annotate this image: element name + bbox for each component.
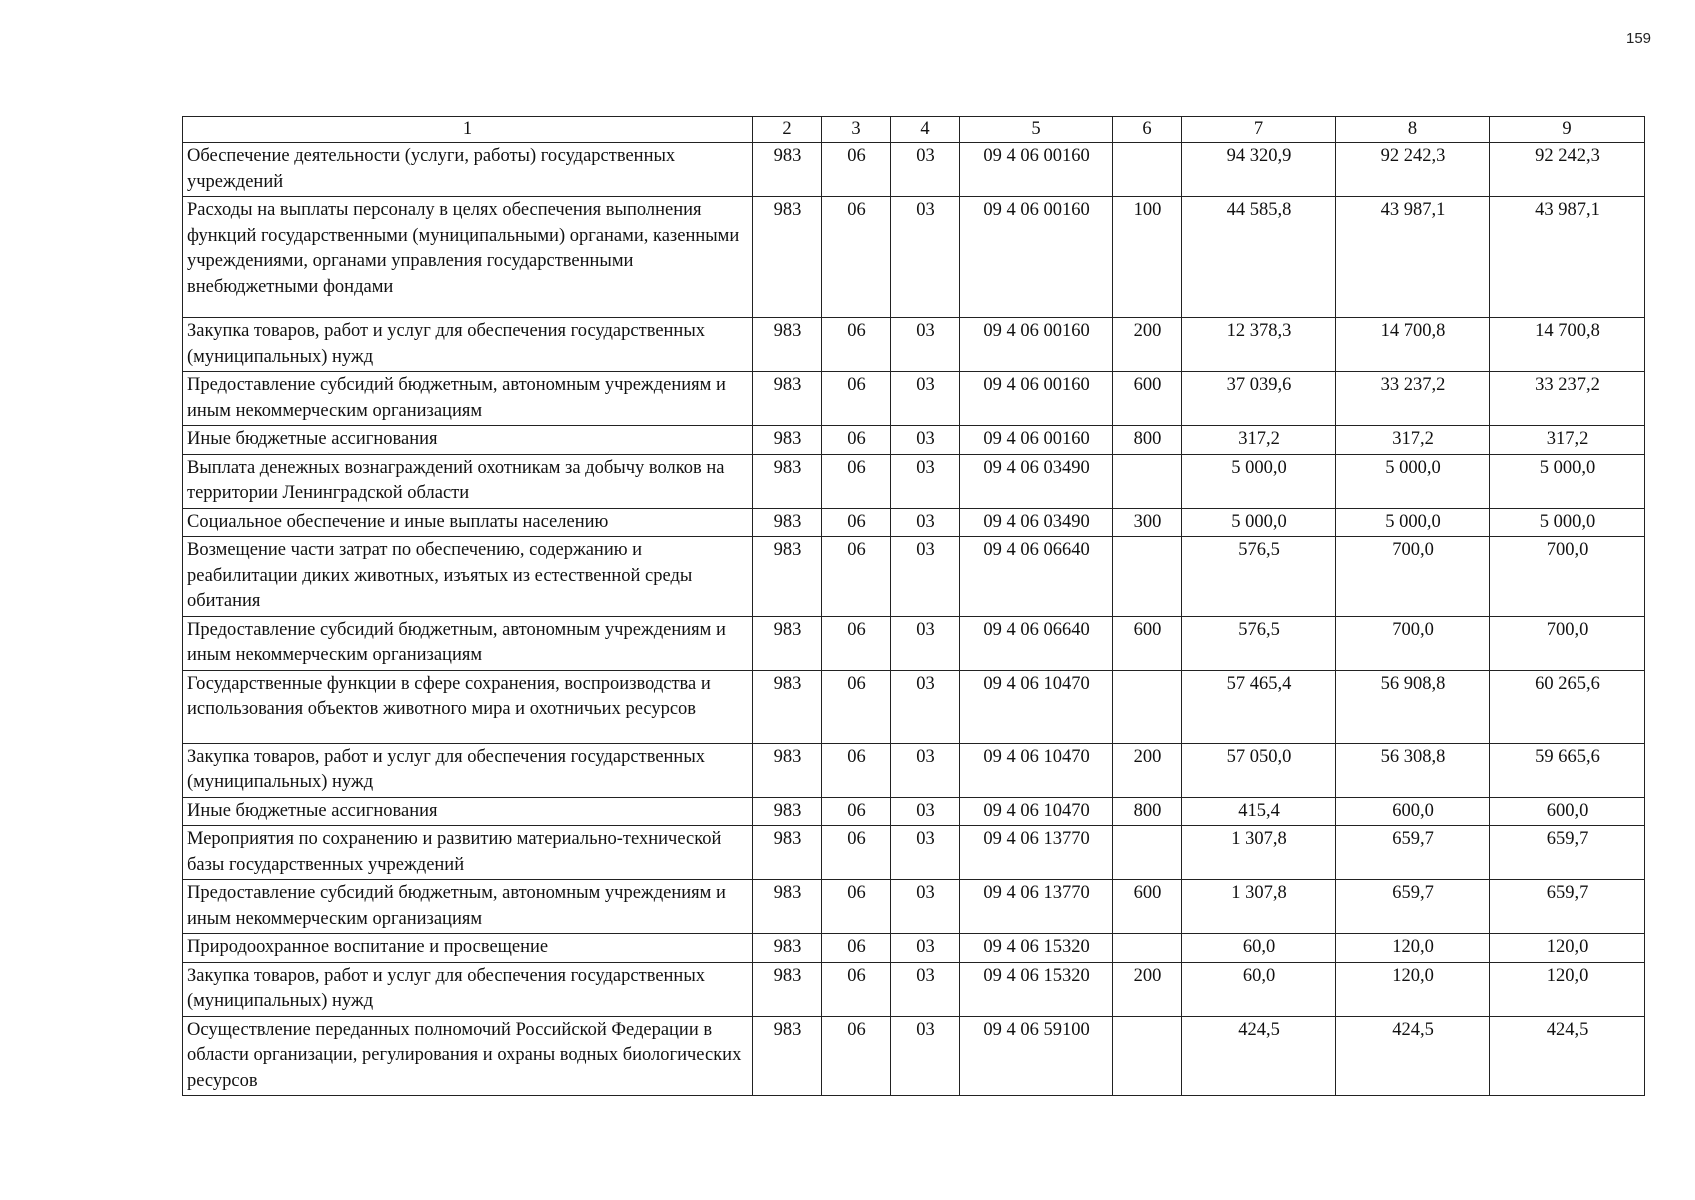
code-target-article: 09 4 06 00160 xyxy=(960,143,1113,197)
code-section: 06 xyxy=(822,143,891,197)
code-target-article: 09 4 06 03490 xyxy=(960,508,1113,537)
header-cell: 1 xyxy=(183,117,753,143)
code-subsection: 03 xyxy=(891,797,960,826)
amount-col-9: 424,5 xyxy=(1490,1016,1645,1096)
amount-col-8: 14 700,8 xyxy=(1336,318,1490,372)
code-admin: 983 xyxy=(753,143,822,197)
amount-col-9: 43 987,1 xyxy=(1490,197,1645,318)
code-subsection: 03 xyxy=(891,670,960,743)
code-target-article: 09 4 06 00160 xyxy=(960,197,1113,318)
code-expense-type: 200 xyxy=(1113,318,1182,372)
header-cell: 3 xyxy=(822,117,891,143)
table-row xyxy=(183,454,1645,508)
code-expense-type: 300 xyxy=(1113,508,1182,537)
row-description: Обеспечение деятельности (услуги, работы) государственных учреждений xyxy=(183,143,753,197)
code-subsection: 03 xyxy=(891,537,960,617)
header-cell: 6 xyxy=(1113,117,1182,143)
amount-col-7: 44 585,8 xyxy=(1182,197,1336,318)
code-target-article: 09 4 06 10470 xyxy=(960,670,1113,743)
table-row xyxy=(183,797,1645,826)
row-description: Иные бюджетные ассигнования xyxy=(183,797,753,826)
amount-col-9: 120,0 xyxy=(1490,962,1645,1016)
amount-col-8: 700,0 xyxy=(1336,537,1490,617)
amount-col-7: 94 320,9 xyxy=(1182,143,1336,197)
amount-col-9: 659,7 xyxy=(1490,880,1645,934)
page-number: 159 xyxy=(1626,30,1652,47)
table-row xyxy=(183,318,1645,372)
amount-col-8: 92 242,3 xyxy=(1336,143,1490,197)
row-description: Закупка товаров, работ и услуг для обеспечения государственных (муниципальных) нужд xyxy=(183,962,753,1016)
amount-col-8: 43 987,1 xyxy=(1336,197,1490,318)
code-admin: 983 xyxy=(753,508,822,537)
amount-col-7: 57 465,4 xyxy=(1182,670,1336,743)
table-row xyxy=(183,537,1645,617)
code-subsection: 03 xyxy=(891,318,960,372)
code-admin: 983 xyxy=(753,934,822,963)
amount-col-7: 12 378,3 xyxy=(1182,318,1336,372)
amount-col-9: 14 700,8 xyxy=(1490,318,1645,372)
code-expense-type: 600 xyxy=(1113,372,1182,426)
amount-col-7: 5 000,0 xyxy=(1182,454,1336,508)
header-cell: 7 xyxy=(1182,117,1336,143)
code-admin: 983 xyxy=(753,426,822,455)
table-row xyxy=(183,934,1645,963)
header-cell: 4 xyxy=(891,117,960,143)
row-description: Возмещение части затрат по обеспечению, содержанию и реабилитации диких животных, изъятых из естественной среды обитания xyxy=(183,537,753,617)
row-description: Предоставление субсидий бюджетным, автономным учреждениям и иным некоммерческим организациям xyxy=(183,880,753,934)
code-section: 06 xyxy=(822,934,891,963)
code-expense-type: 200 xyxy=(1113,743,1182,797)
table-row xyxy=(183,197,1645,318)
row-description: Расходы на выплаты персоналу в целях обеспечения выполнения функций государственными (муниципальными) органами, казенными учреждениями, органами управления государственными внебюджетными фондами xyxy=(183,197,753,318)
code-section: 06 xyxy=(822,962,891,1016)
code-expense-type: 600 xyxy=(1113,616,1182,670)
code-target-article: 09 4 06 03490 xyxy=(960,454,1113,508)
code-expense-type xyxy=(1113,143,1182,197)
amount-col-8: 56 908,8 xyxy=(1336,670,1490,743)
header-cell: 8 xyxy=(1336,117,1490,143)
code-subsection: 03 xyxy=(891,826,960,880)
code-section: 06 xyxy=(822,616,891,670)
row-description: Природоохранное воспитание и просвещение xyxy=(183,934,753,963)
row-description: Предоставление субсидий бюджетным, автономным учреждениям и иным некоммерческим организациям xyxy=(183,616,753,670)
code-admin: 983 xyxy=(753,616,822,670)
code-expense-type: 100 xyxy=(1113,197,1182,318)
header-cell: 9 xyxy=(1490,117,1645,143)
code-expense-type: 200 xyxy=(1113,962,1182,1016)
code-subsection: 03 xyxy=(891,454,960,508)
amount-col-9: 92 242,3 xyxy=(1490,143,1645,197)
code-expense-type xyxy=(1113,826,1182,880)
code-target-article: 09 4 06 00160 xyxy=(960,372,1113,426)
code-target-article: 09 4 06 15320 xyxy=(960,962,1113,1016)
code-expense-type xyxy=(1113,670,1182,743)
code-expense-type xyxy=(1113,537,1182,617)
amount-col-7: 37 039,6 xyxy=(1182,372,1336,426)
code-admin: 983 xyxy=(753,743,822,797)
code-target-article: 09 4 06 13770 xyxy=(960,880,1113,934)
amount-col-9: 700,0 xyxy=(1490,537,1645,617)
code-subsection: 03 xyxy=(891,372,960,426)
row-description: Государственные функции в сфере сохранения, воспроизводства и использования объектов животного мира и охотничьих ресурсов xyxy=(183,670,753,743)
table-row xyxy=(183,962,1645,1016)
amount-col-9: 120,0 xyxy=(1490,934,1645,963)
amount-col-7: 424,5 xyxy=(1182,1016,1336,1096)
code-section: 06 xyxy=(822,826,891,880)
code-subsection: 03 xyxy=(891,616,960,670)
amount-col-7: 1 307,8 xyxy=(1182,880,1336,934)
amount-col-7: 57 050,0 xyxy=(1182,743,1336,797)
code-admin: 983 xyxy=(753,826,822,880)
amount-col-8: 424,5 xyxy=(1336,1016,1490,1096)
code-section: 06 xyxy=(822,197,891,318)
amount-col-9: 60 265,6 xyxy=(1490,670,1645,743)
amount-col-8: 56 308,8 xyxy=(1336,743,1490,797)
amount-col-9: 5 000,0 xyxy=(1490,454,1645,508)
header-row xyxy=(183,117,1645,143)
code-subsection: 03 xyxy=(891,962,960,1016)
table-row xyxy=(183,1016,1645,1096)
code-subsection: 03 xyxy=(891,1016,960,1096)
row-description: Закупка товаров, работ и услуг для обеспечения государственных (муниципальных) нужд xyxy=(183,318,753,372)
code-admin: 983 xyxy=(753,372,822,426)
code-admin: 983 xyxy=(753,1016,822,1096)
code-admin: 983 xyxy=(753,880,822,934)
code-target-article: 09 4 06 13770 xyxy=(960,826,1113,880)
code-section: 06 xyxy=(822,426,891,455)
amount-col-9: 33 237,2 xyxy=(1490,372,1645,426)
code-admin: 983 xyxy=(753,537,822,617)
code-subsection: 03 xyxy=(891,880,960,934)
table-row xyxy=(183,616,1645,670)
row-description: Социальное обеспечение и иные выплаты населению xyxy=(183,508,753,537)
code-subsection: 03 xyxy=(891,197,960,318)
amount-col-9: 700,0 xyxy=(1490,616,1645,670)
amount-col-7: 60,0 xyxy=(1182,962,1336,1016)
amount-col-8: 33 237,2 xyxy=(1336,372,1490,426)
amount-col-9: 659,7 xyxy=(1490,826,1645,880)
code-expense-type: 600 xyxy=(1113,880,1182,934)
code-target-article: 09 4 06 00160 xyxy=(960,318,1113,372)
code-target-article: 09 4 06 06640 xyxy=(960,537,1113,617)
table-row xyxy=(183,670,1645,743)
code-admin: 983 xyxy=(753,318,822,372)
table-row xyxy=(183,372,1645,426)
code-subsection: 03 xyxy=(891,143,960,197)
amount-col-9: 317,2 xyxy=(1490,426,1645,455)
code-admin: 983 xyxy=(753,197,822,318)
code-target-article: 09 4 06 15320 xyxy=(960,934,1113,963)
code-section: 06 xyxy=(822,743,891,797)
table-row xyxy=(183,508,1645,537)
code-section: 06 xyxy=(822,537,891,617)
amount-col-7: 1 307,8 xyxy=(1182,826,1336,880)
amount-col-8: 600,0 xyxy=(1336,797,1490,826)
code-section: 06 xyxy=(822,318,891,372)
code-admin: 983 xyxy=(753,962,822,1016)
code-expense-type: 800 xyxy=(1113,797,1182,826)
amount-col-8: 700,0 xyxy=(1336,616,1490,670)
header-cell: 2 xyxy=(753,117,822,143)
code-expense-type xyxy=(1113,934,1182,963)
amount-col-8: 120,0 xyxy=(1336,934,1490,963)
code-admin: 983 xyxy=(753,797,822,826)
amount-col-7: 5 000,0 xyxy=(1182,508,1336,537)
code-section: 06 xyxy=(822,372,891,426)
code-section: 06 xyxy=(822,1016,891,1096)
amount-col-8: 120,0 xyxy=(1336,962,1490,1016)
code-target-article: 09 4 06 10470 xyxy=(960,743,1113,797)
code-admin: 983 xyxy=(753,670,822,743)
header-cell: 5 xyxy=(960,117,1113,143)
row-description: Выплата денежных вознаграждений охотникам за добычу волков на территории Ленинградской области xyxy=(183,454,753,508)
row-description: Мероприятия по сохранению и развитию материально-технической базы государственных учреждений xyxy=(183,826,753,880)
amount-col-8: 5 000,0 xyxy=(1336,508,1490,537)
code-target-article: 09 4 06 10470 xyxy=(960,797,1113,826)
row-description: Закупка товаров, работ и услуг для обеспечения государственных (муниципальных) нужд xyxy=(183,743,753,797)
code-subsection: 03 xyxy=(891,508,960,537)
amount-col-8: 659,7 xyxy=(1336,826,1490,880)
code-subsection: 03 xyxy=(891,934,960,963)
amount-col-7: 60,0 xyxy=(1182,934,1336,963)
code-section: 06 xyxy=(822,797,891,826)
amount-col-8: 659,7 xyxy=(1336,880,1490,934)
budget-table xyxy=(182,116,1645,1096)
code-target-article: 09 4 06 00160 xyxy=(960,426,1113,455)
code-section: 06 xyxy=(822,880,891,934)
code-subsection: 03 xyxy=(891,426,960,455)
table-row xyxy=(183,143,1645,197)
code-expense-type xyxy=(1113,454,1182,508)
amount-col-7: 576,5 xyxy=(1182,537,1336,617)
amount-col-7: 317,2 xyxy=(1182,426,1336,455)
code-target-article: 09 4 06 59100 xyxy=(960,1016,1113,1096)
code-section: 06 xyxy=(822,454,891,508)
code-section: 06 xyxy=(822,508,891,537)
table-row xyxy=(183,826,1645,880)
code-subsection: 03 xyxy=(891,743,960,797)
amount-col-9: 59 665,6 xyxy=(1490,743,1645,797)
row-description: Предоставление субсидий бюджетным, автономным учреждениям и иным некоммерческим организациям xyxy=(183,372,753,426)
amount-col-7: 576,5 xyxy=(1182,616,1336,670)
code-expense-type: 800 xyxy=(1113,426,1182,455)
code-admin: 983 xyxy=(753,454,822,508)
table-row xyxy=(183,880,1645,934)
code-section: 06 xyxy=(822,670,891,743)
amount-col-9: 5 000,0 xyxy=(1490,508,1645,537)
amount-col-9: 600,0 xyxy=(1490,797,1645,826)
amount-col-8: 317,2 xyxy=(1336,426,1490,455)
amount-col-8: 5 000,0 xyxy=(1336,454,1490,508)
code-target-article: 09 4 06 06640 xyxy=(960,616,1113,670)
amount-col-7: 415,4 xyxy=(1182,797,1336,826)
row-description: Осуществление переданных полномочий Российской Федерации в области организации, регулирования и охраны водных биологических ресурсов xyxy=(183,1016,753,1096)
table-row xyxy=(183,743,1645,797)
code-expense-type xyxy=(1113,1016,1182,1096)
row-description: Иные бюджетные ассигнования xyxy=(183,426,753,455)
table-row xyxy=(183,426,1645,455)
